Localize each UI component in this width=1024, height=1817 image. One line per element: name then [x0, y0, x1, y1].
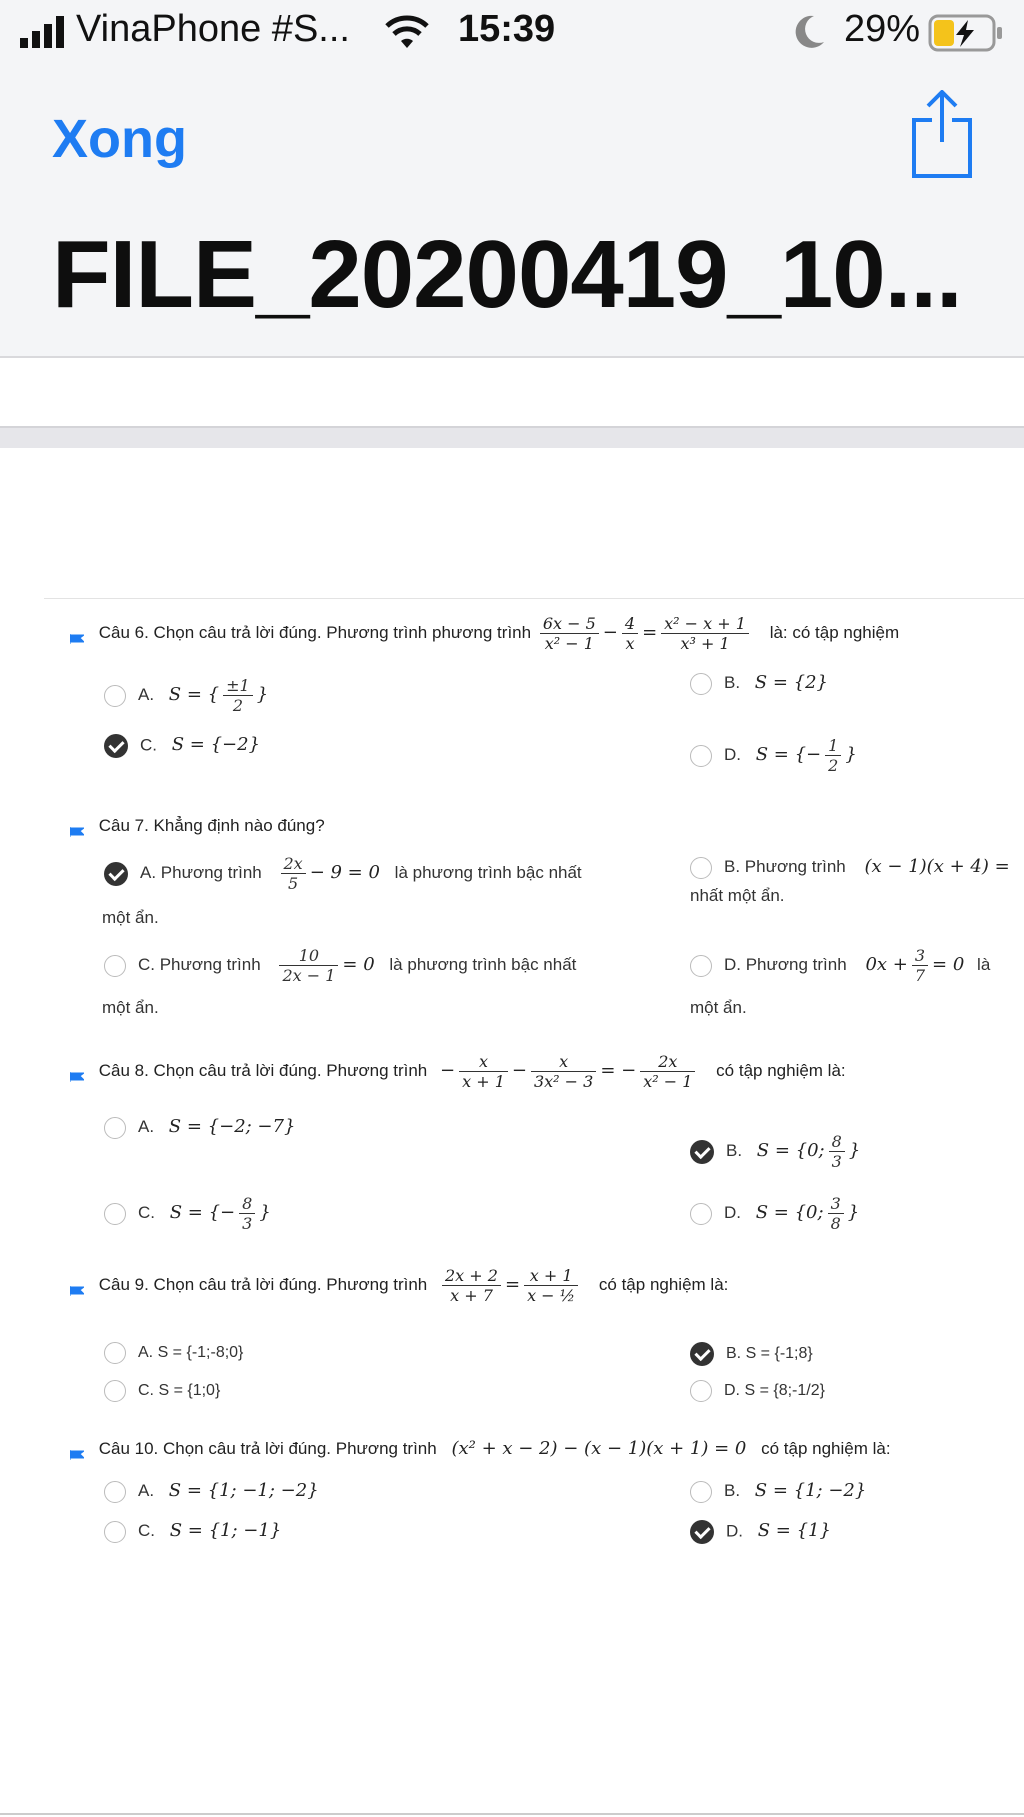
option-math-end: = 0 — [932, 953, 965, 975]
radio-unchecked[interactable] — [104, 1481, 126, 1503]
option-label: A. — [138, 1117, 155, 1136]
question-7 — [70, 816, 325, 836]
question-9 — [70, 1266, 728, 1305]
viewer-header — [0, 66, 1024, 358]
q8-minus-0: − — [440, 1059, 456, 1081]
signal-icon — [20, 16, 66, 53]
question-8 — [70, 1052, 846, 1091]
clock: 15:39 — [458, 8, 556, 50]
q8-option-d[interactable] — [690, 1194, 859, 1233]
radio-unchecked[interactable] — [104, 955, 126, 977]
question-8-stem: Câu 8. Chọn câu trả lời đúng. Phương trình — [98, 1060, 428, 1080]
q9-fraction-1: $\frac{2x + 2}{x + 7}$ — [442, 1266, 501, 1305]
radio-unchecked[interactable] — [690, 955, 712, 977]
q9-option-a[interactable] — [104, 1342, 243, 1364]
q10-equation: (x² + x − 2) − (x − 1)(x + 1) = 0 — [451, 1438, 747, 1459]
option-label: A. — [138, 1481, 155, 1500]
q8-fraction-3: $\frac{2x}{\text{x² − 1}}$ — [640, 1052, 695, 1091]
q8-fraction-2: $\frac{x}{\text{3x² − 3}}$ — [531, 1052, 596, 1091]
q9-equals: = — [504, 1273, 521, 1295]
option-math: S = {1; −1} — [169, 1520, 282, 1541]
option-math: S = {0; — [756, 1139, 825, 1161]
question-8-tail: có tập nghiệm là: — [716, 1060, 846, 1080]
q7-b-continuation: nhất một ẩn. — [690, 886, 785, 905]
radio-checked-icon[interactable] — [690, 1140, 714, 1164]
option-label: A. Phương trình — [140, 862, 262, 882]
option-label: C. — [138, 1202, 155, 1222]
wifi-icon — [384, 14, 430, 55]
q8-equals: = − — [600, 1059, 637, 1081]
flag-icon — [70, 629, 84, 639]
q9-option-d[interactable] — [690, 1380, 825, 1402]
radio-unchecked[interactable] — [690, 673, 712, 695]
question-10-tail: có tập nghiệm là: — [761, 1439, 891, 1458]
radio-checked-icon[interactable] — [104, 862, 128, 886]
battery-percent: 29% — [844, 8, 921, 50]
option-label: B. — [724, 1481, 741, 1500]
q7-option-a[interactable] — [104, 854, 582, 893]
question-9-tail: có tập nghiệm là: — [598, 1274, 729, 1294]
carrier-name: VinaPhone #S... — [76, 8, 350, 50]
option-fraction: $\frac{8}{3}$ — [829, 1132, 845, 1171]
option-math: 0x + — [865, 953, 908, 975]
radio-unchecked[interactable] — [104, 1203, 126, 1225]
option-fraction: $\frac{2x}{5}$ — [281, 854, 306, 893]
q7-option-c[interactable] — [104, 946, 576, 985]
q8-fraction-1: $\frac{x}{x + 1}$ — [459, 1052, 508, 1091]
page-rule — [44, 598, 1024, 599]
option-label: D. — [726, 1521, 743, 1541]
option-fraction: $\frac{1}{2}$ — [825, 736, 841, 775]
done-button[interactable]: Xong — [52, 109, 187, 169]
option-fraction: $\frac{3}{7}$ — [912, 946, 928, 985]
option-tail: là phương trình bậc nhất — [394, 862, 582, 882]
option-math: S = {− — [169, 1201, 236, 1223]
q10-option-c[interactable] — [104, 1520, 281, 1543]
option-fraction: $\frac{\pm 1}{2}$ — [223, 676, 253, 715]
radio-unchecked[interactable] — [690, 1203, 712, 1225]
question-10-stem: Câu 10. Chọn câu trả lời đúng. Phương trình — [98, 1439, 437, 1458]
q7-option-d[interactable] — [690, 946, 990, 985]
option-math: (x − 1)(x + 4) = — [864, 856, 1010, 877]
option-label: C. — [138, 1521, 155, 1540]
flag-icon — [70, 1445, 84, 1455]
question-6 — [70, 614, 899, 653]
q9-option-b[interactable] — [690, 1342, 813, 1366]
q6-equals: = — [642, 621, 658, 643]
option-tail: là phương trình bậc nhất — [389, 954, 577, 974]
share-icon[interactable] — [910, 90, 974, 185]
q7-option-b[interactable] — [690, 856, 1010, 879]
q8-option-b[interactable] — [690, 1132, 860, 1171]
option-label: D. S = {8;-1/2} — [724, 1382, 825, 1400]
radio-unchecked[interactable] — [104, 685, 126, 707]
radio-unchecked[interactable] — [690, 1380, 712, 1402]
option-label: C. S = {1;0} — [138, 1382, 221, 1400]
q7-d-continuation: một ẩn. — [690, 998, 747, 1017]
option-label: D. — [724, 744, 741, 764]
option-math-end: } — [847, 1201, 860, 1223]
radio-unchecked[interactable] — [104, 1117, 126, 1139]
q7-a-continuation: một ẩn. — [102, 908, 159, 927]
q6-option-c[interactable] — [104, 734, 260, 758]
q6-option-d[interactable] — [690, 736, 857, 775]
question-7-stem: Câu 7. Khẳng định nào đúng? — [98, 816, 325, 835]
document-page[interactable] — [0, 448, 1024, 1817]
option-math: S = {2} — [754, 672, 829, 693]
q6-option-a[interactable] — [104, 676, 268, 715]
q6-fraction-1: $\frac{6x - 5}{\text{x² − 1}}$ — [540, 614, 599, 653]
option-math-end: } — [259, 1201, 271, 1223]
q6-minus: − — [602, 621, 618, 643]
option-label: C. Phương trình — [138, 954, 261, 974]
option-math: = 0 — [342, 953, 375, 975]
option-math: S = {1} — [757, 1520, 831, 1542]
radio-unchecked[interactable] — [104, 1380, 126, 1402]
status-bar — [0, 0, 1024, 66]
option-math-end: } — [848, 1139, 861, 1161]
q7-c-continuation: một ẩn. — [102, 998, 159, 1017]
option-fraction: $\frac{3}{8}$ — [828, 1194, 844, 1233]
option-math: S = {− — [755, 743, 822, 765]
q9-option-c[interactable] — [104, 1380, 220, 1402]
flag-icon — [70, 822, 84, 832]
question-10 — [70, 1438, 891, 1459]
option-label: D. — [724, 1202, 741, 1222]
question-6-tail: là: có tập nghiệm — [769, 622, 900, 642]
question-9-stem: Câu 9. Chọn câu trả lời đúng. Phương trình — [98, 1274, 428, 1294]
option-math: S = {0; — [755, 1201, 824, 1223]
option-math: S = {1; −1; −2} — [168, 1480, 319, 1501]
q8-minus-1: − — [511, 1059, 527, 1081]
radio-checked-icon[interactable] — [690, 1342, 714, 1366]
q10-option-b[interactable] — [690, 1480, 866, 1503]
option-label: B. — [724, 673, 741, 692]
option-math-end: } — [845, 743, 857, 765]
option-label: A. — [138, 684, 155, 704]
battery-charging-icon — [928, 14, 1004, 57]
option-math-end: } — [256, 683, 269, 705]
q9-fraction-2: $\frac{x + 1}{\text{x − ½}}$ — [524, 1266, 578, 1305]
flag-icon — [70, 1281, 84, 1291]
q8-option-a[interactable] — [104, 1116, 295, 1139]
option-fraction: $\frac{10}{2x - 1}$ — [279, 946, 338, 985]
option-math: S = {−2; −7} — [168, 1116, 296, 1137]
q6-fraction-2: $\frac{4}{x}$ — [622, 614, 638, 653]
document-title: FILE_20200419_10... — [52, 221, 962, 328]
question-6-stem: Câu 6. Chọn câu trả lời đúng. Phương trình phương trình — [98, 622, 532, 642]
option-label: A. S = {-1;-8;0} — [138, 1344, 244, 1362]
q10-option-a[interactable] — [104, 1480, 319, 1503]
radio-unchecked[interactable] — [104, 1521, 126, 1543]
q6-fraction-3: $\frac{\text{x² − x + 1}}{\text{x³ + 1}}$ — [661, 614, 749, 653]
option-math: S = {−2} — [171, 734, 261, 756]
flag-icon — [70, 1067, 84, 1077]
option-label: D. Phương trình — [724, 954, 847, 974]
radio-unchecked[interactable] — [690, 745, 712, 767]
q6-option-b[interactable] — [690, 672, 828, 695]
radio-unchecked[interactable] — [690, 857, 712, 879]
option-label: B. — [726, 1140, 743, 1160]
option-math: − 9 = 0 — [309, 861, 380, 883]
radio-checked-icon[interactable] — [104, 734, 128, 758]
option-math: S = {1; −2} — [754, 1480, 867, 1501]
spacer — [0, 358, 1024, 426]
option-tail: là — [977, 954, 991, 974]
option-label: B. Phương trình — [724, 857, 846, 876]
option-math: S = { — [168, 683, 220, 705]
bottom-divider — [0, 1813, 1024, 1815]
option-fraction: $\frac{8}{3}$ — [239, 1194, 255, 1233]
radio-checked-icon[interactable] — [690, 1520, 714, 1544]
q8-option-c[interactable] — [104, 1194, 271, 1233]
radio-unchecked[interactable] — [690, 1481, 712, 1503]
moon-icon — [792, 14, 826, 55]
option-label: B. S = {-1;8} — [726, 1345, 813, 1363]
q10-option-d[interactable] — [690, 1520, 831, 1544]
radio-unchecked[interactable] — [104, 1342, 126, 1364]
divider-bar — [0, 426, 1024, 450]
option-label: C. — [140, 735, 157, 755]
